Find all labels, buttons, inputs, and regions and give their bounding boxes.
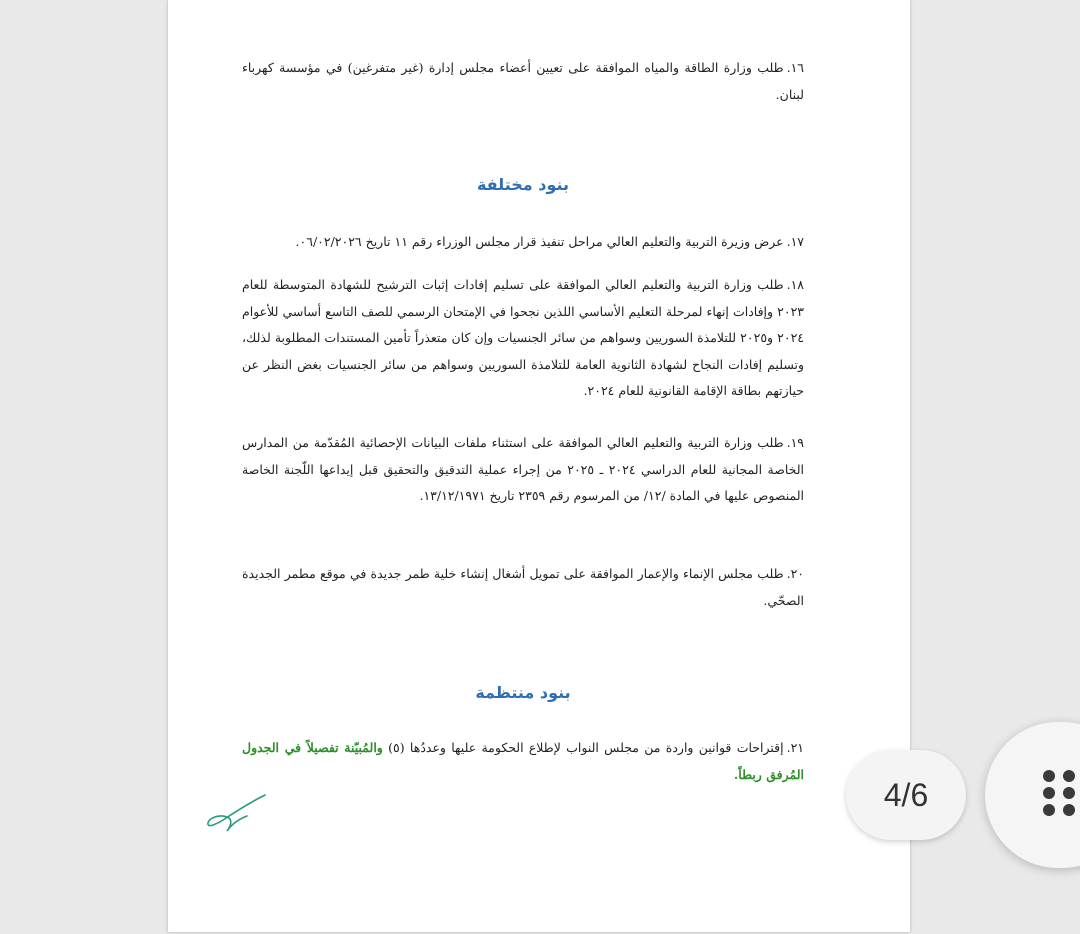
item-20 (242, 561, 804, 614)
item-text: طلب وزارة التربية والتعليم العالي الموافقة على استثناء ملفات البيانات الإحصائية المُقدّمة من المدارس الخاصة المجانية للعام الدراسي ٢٠٢٤ ـ ٢٠٢٥ من إجراء عملية التدقيق والتحقيق قبل إيداعها اللّجنة الخاصة المنصوص عليها في المادة /١٢/ من المرسوم رقم ٢٣٥٩ تاريخ ١٣/١٢/١٩٧١. (242, 435, 804, 503)
item-number: ١٧. (786, 234, 804, 249)
item-number: ١٦. (786, 60, 804, 75)
item-text: إقتراحات قوانين واردة من مجلس النواب لإطلاع الحكومة عليها وعددُها (٥) (388, 740, 784, 755)
apps-grid-icon (1043, 770, 1080, 818)
apps-menu-button[interactable] (985, 722, 1080, 868)
item-text: عرض وزيرة التربية والتعليم العالي مراحل تنفيذ قرار مجلس الوزراء رقم ١١ تاريخ ٠٦/٠٢/٢٠٢٦. (295, 234, 784, 249)
page-indicator: 4/6 (846, 750, 966, 840)
item-16 (242, 55, 804, 108)
item-text-highlight: والمُبيّنة تفصيلاً في الجدول المُرفق ربطاً. (242, 740, 804, 782)
section-heading-misc: بنود مختلفة (476, 175, 570, 194)
item-number: ٢٠. (786, 566, 804, 581)
item-number: ١٩. (786, 435, 804, 450)
item-number: ٢١. (786, 740, 805, 755)
document-page (168, 0, 910, 932)
item-text: طلب وزارة الطاقة والمياه الموافقة على تعيين أعضاء مجلس إدارة (غير متفرغين) في مؤسسة كهرباء لبنان. (242, 60, 804, 102)
item-text: طلب وزارة التربية والتعليم العالي الموافقة على تسليم إفادات إثبات الترشيح للشهادة المتوسطة للعام ٢٠٢٣ وإفادات إنهاء لمرحلة التعليم الأساسي اللذين نجحوا في الإمتحان الرسمي للصف التاسع أساسي للأعوام ٢٠٢٤ و٢٠٢٥ للتلامذة السوريين وسواهم من سائر الجنسيات وإن كان متعذراً تأمين المستندات المطلوبة لذلك، وتسليم إفادات النجاح لشهادة الثانوية العامة للتلامذة السوريين وسواهم من سائر الجنسيات بغض النظر عن حيازتهم بطاقة الإقامة القانونية للعام ٢٠٢٤. (242, 277, 804, 398)
section-heading-regular: بنود منتظمة (475, 683, 571, 702)
item-21 (242, 735, 804, 788)
item-text: طلب مجلس الإنماء والإعمار الموافقة على تمويل أشغال إنشاء خلية طمر جديدة في موقع مطمر الجديدة الصحّي. (242, 566, 804, 608)
item-19 (242, 430, 804, 510)
item-number: ١٨. (786, 277, 804, 292)
item-18 (242, 272, 804, 405)
signature (205, 792, 269, 836)
item-17 (242, 229, 804, 256)
